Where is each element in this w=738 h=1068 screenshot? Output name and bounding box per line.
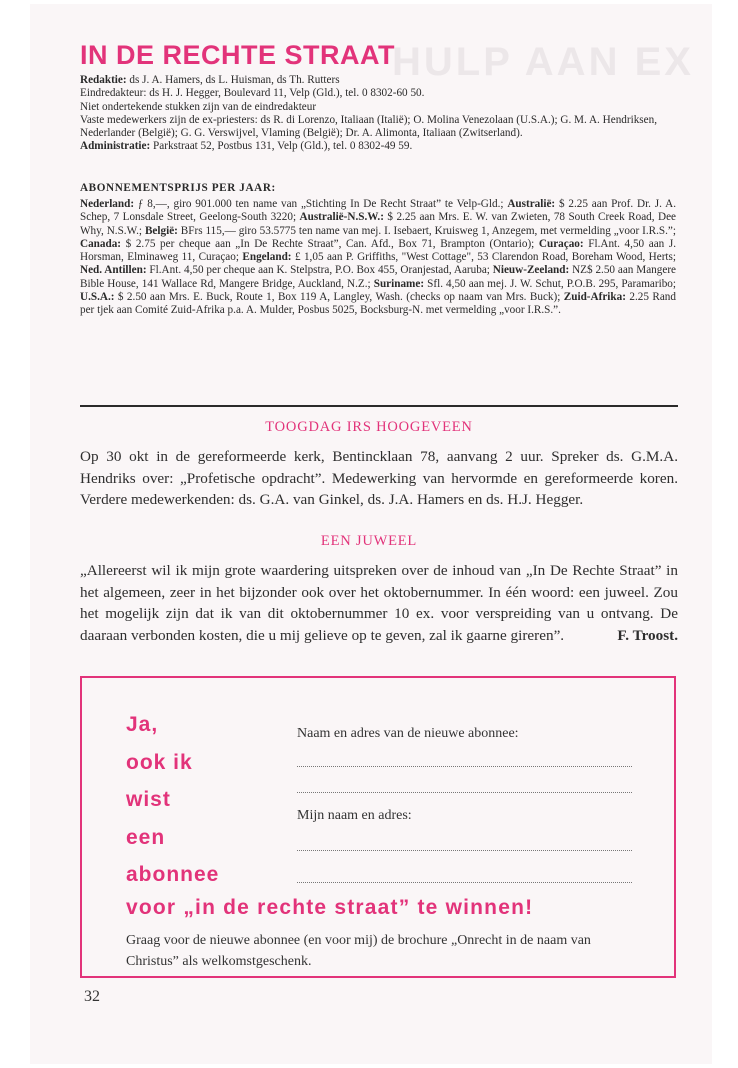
bleed-through-title: HULP AAN EX (392, 40, 694, 84)
eindredakteur-line: Eindredakteur: ds H. J. Hegger, Boulevard 11, Velp (Gld.), tel. 0 8302-60 50. (80, 87, 425, 100)
page-number: 32 (84, 988, 100, 1005)
country-details: ƒ 8,—, giro 901.000 ten name van „Stichting In De Recht Straat” te Velp-Gld.; (137, 198, 504, 210)
gift-note: Graag voor de nieuwe abonnee (en voor mij) de brochure „Onrecht in de naam van Christus” als welkomstgeschenk. (126, 933, 591, 969)
headline-line: ook ik (126, 750, 193, 774)
unsigned-note: Niet ondertekende stukken zijn van de eindredakteur (80, 100, 317, 113)
country-label: Australië-N.S.W.: (299, 211, 384, 224)
subscription-coupon[interactable] (80, 676, 676, 978)
administratie-address: Parkstraat 52, Postbus 131, Velp (Gld.), tel. 0 8302-49 59. (153, 140, 413, 153)
country-label: Australië: (507, 198, 556, 210)
juweel-quote (80, 560, 678, 646)
juweel-signature: F. Troost. (617, 626, 678, 644)
juweel-text (80, 560, 678, 646)
headline-line: wist (126, 788, 171, 811)
headline-line: abonnee (126, 863, 220, 886)
juweel-title: EEN JUWEEL (320, 533, 418, 549)
country-label: Canada: (80, 237, 122, 250)
administratie-line (80, 140, 676, 153)
country-details: BFrs 115,— giro 53.5775 ten name van mej. I. Isebaert, Kruisweg 1, Anzegem, met vermelding „voor I.R.S.”; (180, 224, 677, 237)
country-label: Curaçao: (538, 237, 584, 250)
own-address-line-1[interactable] (297, 850, 632, 851)
country-label: Engeland: (242, 251, 292, 264)
medewerkers-line: Vaste medewerkers zijn de ex-priesters: ds R. di Lorenzo, Italiaan (Italië); O. Molina Venezolaan (U.S.A.); G. M. A. Hendriksen, Nederlander (België); G. G. Verswijvel, Vlaming (België); Dr. A. Alimonta, Italiaan (Zwitserland). (80, 113, 658, 140)
toogdag-title: TOOGDAG IRS HOOGEVEEN (265, 419, 473, 435)
country-details: $ 2.25 aan Prof. Dr. J. A. Schep, 7 Lonsdale Street, Geelong-South 3220; (80, 198, 676, 224)
new-subscriber-line-2[interactable] (297, 792, 632, 793)
country-details: Fl.Ant. 4,50 aan J. Horsman, Elminaweg 11, Curaçao; (80, 237, 677, 264)
country-details: Fl.Ant. 4,50 per cheque aan K. Stelpstra, P.O. Box 455, Oranjestad, Aaruba; (149, 264, 490, 277)
country-label: U.S.A.: (80, 291, 115, 304)
country-label: Ned. Antillen: (80, 264, 147, 277)
country-label: Nederland: (80, 198, 135, 210)
country-details: $ 2.75 per cheque aan „In De Rechte Straat”, Can. Afd., Box 71, Brampton (Ontario); (125, 237, 535, 250)
own-address-label: Mijn naam en adres: (297, 808, 412, 823)
country-label: Suriname: (373, 277, 425, 290)
coupon-headline (126, 706, 219, 894)
redaktie-label: Redaktie: (80, 74, 127, 86)
country-label: België: (144, 224, 178, 237)
headline-line: een (126, 825, 166, 849)
redaktie-names: ds J. A. Hamers, ds L. Huisman, ds Th. Rutters (129, 74, 340, 86)
country-details: $ 2.25 aan Mrs. E. W. van Zwieten, 78 South Creek Road, Dee Why, N.S.W.; (80, 211, 677, 237)
section-divider (80, 405, 678, 407)
toogdag-paragraph: Op 30 okt in de gereformeerde kerk, Bentincklaan 78, aanvang 2 uur. Spreker ds. G.M.A. Hendriks over: „Profetische opdracht”. Medewerking van hervormde en gereformeerde koren. Verdere medewerkenden: ds. G.A. van Ginkel, ds. J.A. Hamers en ds. H.J. Hegger. (80, 448, 678, 508)
subscription-list (80, 198, 676, 318)
country-details: 2.25 Rand per tjek aan Comité Zuid-Afrika p.a. A. Mulder, Posbus 5025, Bocksburg-N. met vermelding „voor I.R.S.”. (80, 291, 676, 317)
country-details: Sfl. 4,50 aan mej. J. W. Schut, P.O.B. 295, Paramaribo; (427, 277, 677, 290)
new-subscriber-label: Naam en adres van de nieuwe abonnee: (297, 726, 519, 741)
country-label: Zuid-Afrika: (563, 291, 626, 304)
subscription-heading: ABONNEMENTSPRIJS PER JAAR: (80, 182, 276, 194)
administratie-label: Administratie: (80, 140, 151, 153)
juweel-paragraph: „Allereerst wil ik mijn grote waardering uitspreken over de inhoud van „In De Rechte Straat” in het algemeen, zeer in het bijzonder ook over het oktobernummer. In één woord: een juweel. Zou het mogelijk zijn dat ik van dit oktobernummer 10 ex. voor verspreiding van u ontvang. De daaraan verbonden kosten, die u mij gelieve op te geven, zal ik gaarne gireren”. (80, 562, 678, 644)
new-subscriber-line-1[interactable] (297, 766, 632, 767)
country-details: $ 2.50 aan Mrs. E. Buck, Route 1, Box 119 A, Langley, Wash. (checks op naam van Mrs. Buck); (117, 291, 561, 304)
country-details: NZ$ 2.50 aan Mangere Bible House, 141 Wallace Rd, Mangere Bridge, Auckland, N.Z.; (80, 264, 677, 290)
colophon (80, 74, 676, 154)
redaktie-line (80, 74, 676, 87)
coupon-slogan: voor „in de rechte straat” te winnen! (126, 896, 534, 919)
headline-line: Ja, (126, 713, 159, 736)
subscription-paragraph (80, 198, 676, 318)
magazine-title: IN DE RECHTE STRAAT (80, 40, 396, 70)
toogdag-text (80, 446, 678, 511)
country-details: £ 1,05 aan P. Griffiths, "West Cottage", 53 Clarendon Road, Boreham Wood, Herts; (294, 251, 676, 264)
own-address-line-2[interactable] (297, 882, 632, 883)
country-label: Nieuw-Zeeland: (492, 264, 570, 277)
